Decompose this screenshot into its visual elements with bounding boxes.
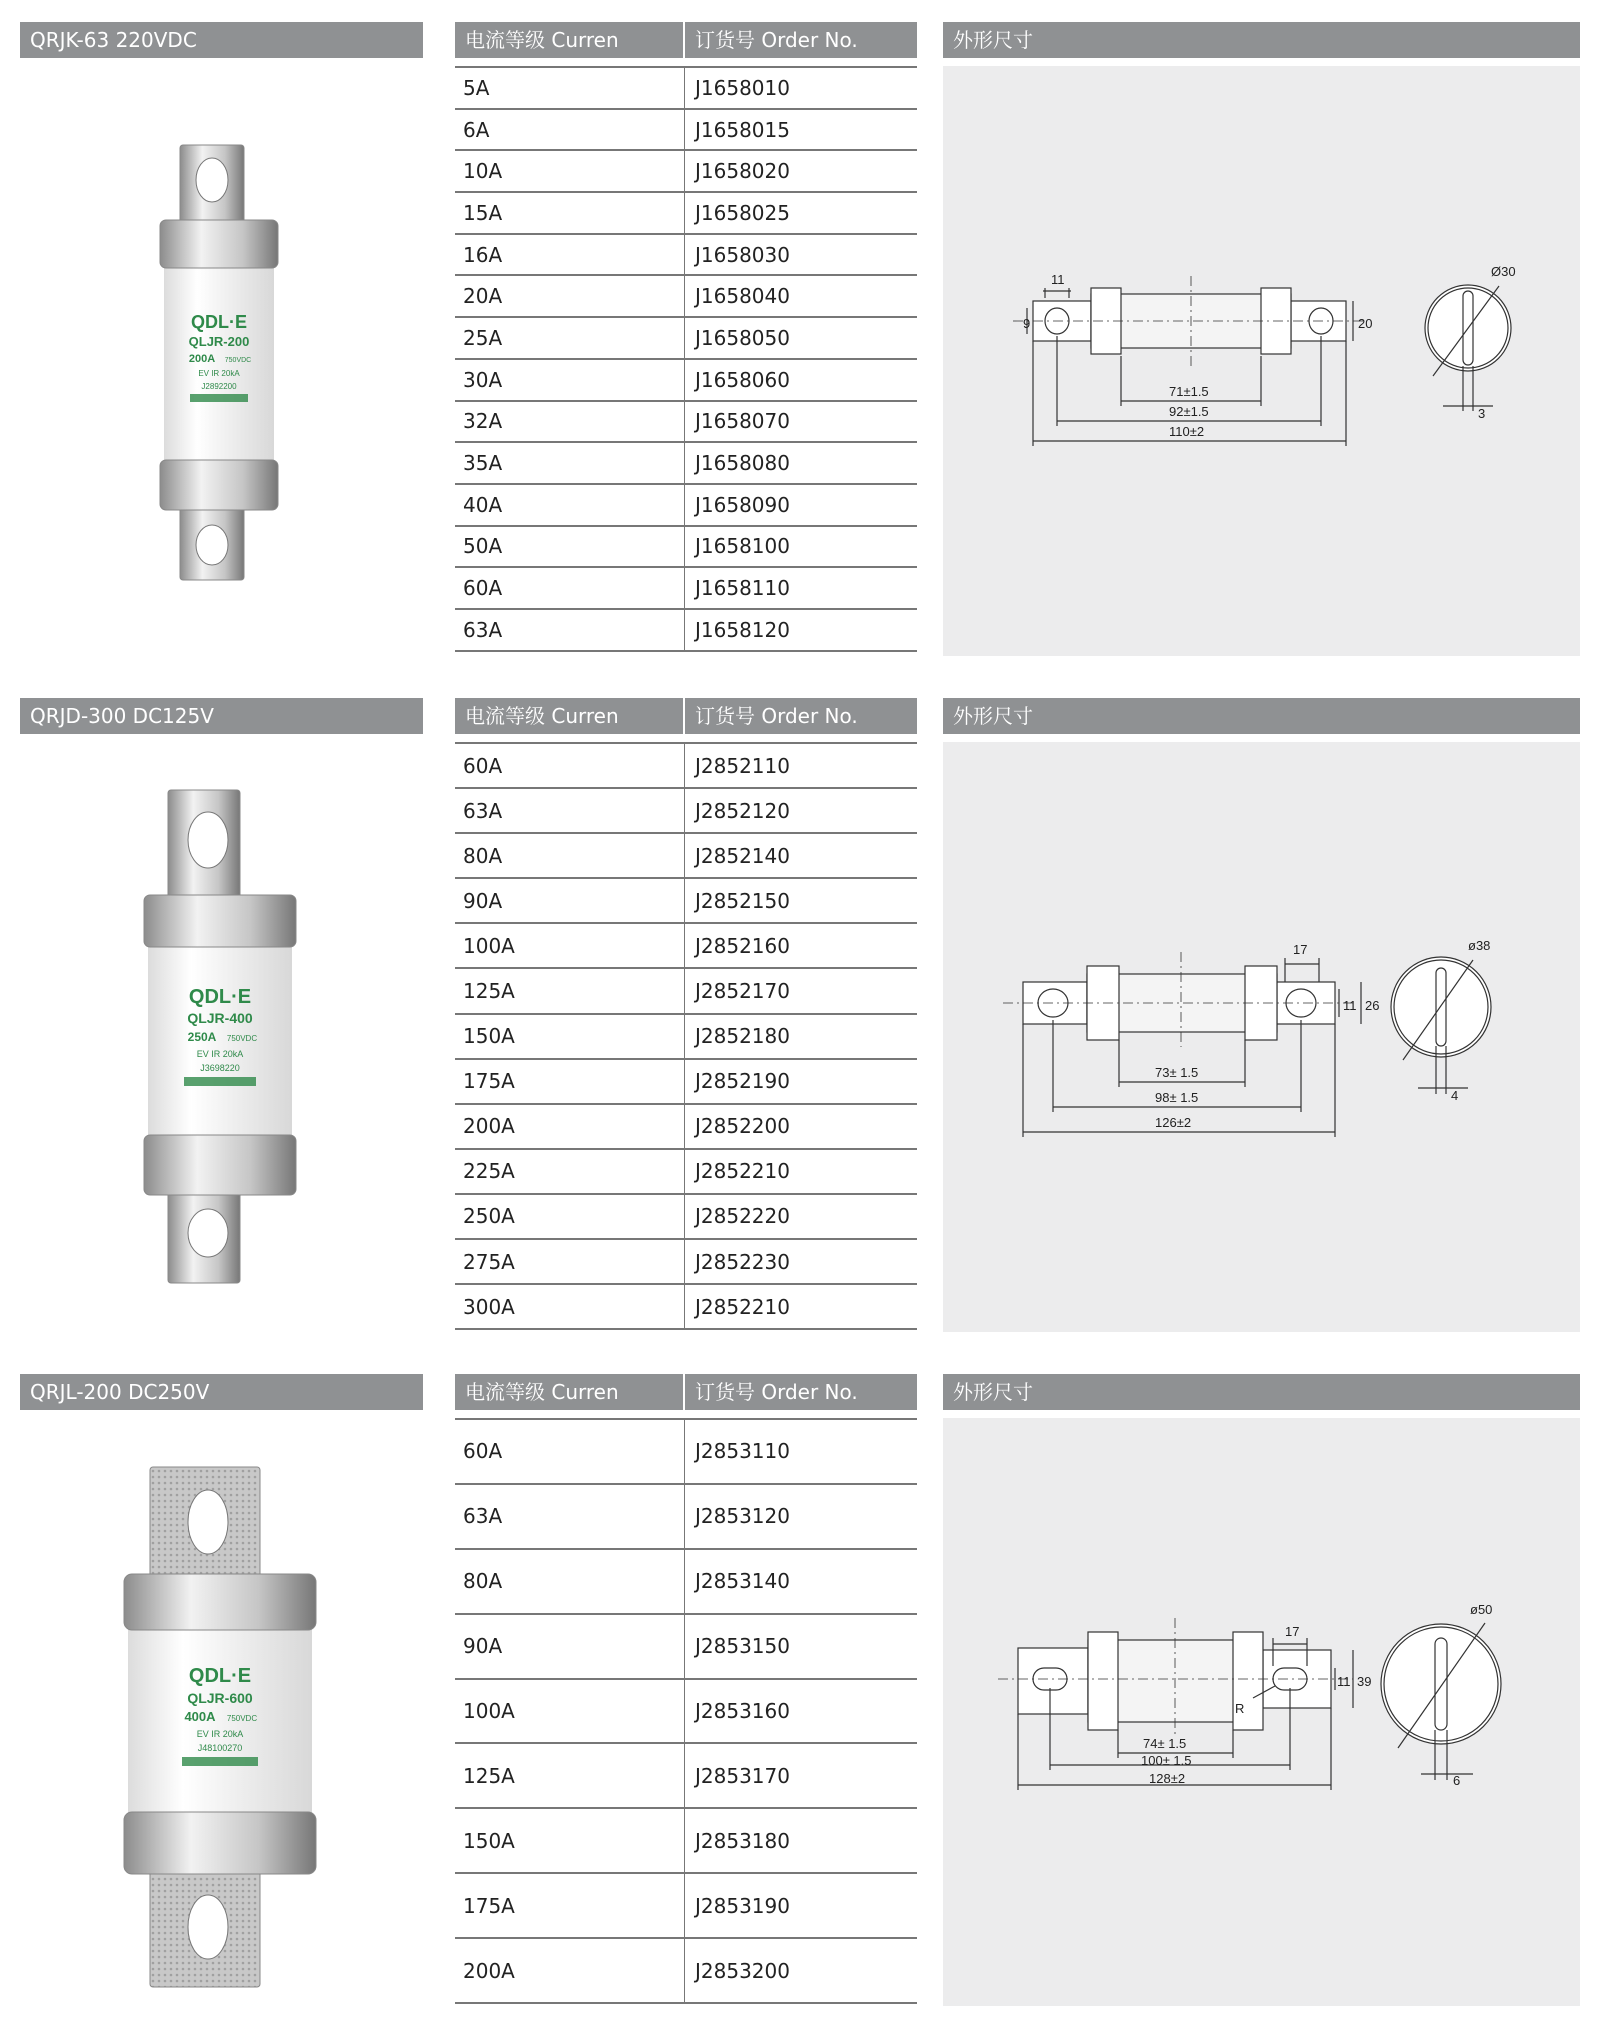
current-cell: 63A <box>455 1485 685 1548</box>
current-cell: 90A <box>455 1615 685 1678</box>
current-column-header: 电流等级 Curren <box>455 22 685 58</box>
table-row <box>455 834 917 879</box>
product-code: J3698220 <box>200 1063 240 1073</box>
dimensions-header: 外形尺寸 <box>943 1374 1580 1410</box>
current-cell: 80A <box>455 1550 685 1613</box>
table-row <box>455 1680 917 1745</box>
table-row <box>455 235 917 277</box>
order-number-cell: J1658090 <box>695 492 790 517</box>
dim-total-length: 126±2 <box>1155 1115 1192 1130</box>
order-number-cell: J2852190 <box>695 1069 790 1094</box>
dim-diameter: ø50 <box>1470 1602 1493 1617</box>
current-cell: 150A <box>455 1809 685 1872</box>
order-number-cell: J2853190 <box>695 1893 790 1918</box>
table-row <box>455 276 917 318</box>
current-cell: 50A <box>455 527 685 567</box>
order-number-cell: J2853120 <box>695 1504 790 1529</box>
order-number-cell: J2853180 <box>695 1828 790 1853</box>
product-rating: 400A <box>184 1709 216 1724</box>
product-ev: EV IR 20kA <box>198 369 240 378</box>
table-row <box>455 1615 917 1680</box>
current-cell: 30A <box>455 360 685 400</box>
product-rating: 250A <box>187 1030 217 1044</box>
order-number-cell: J2852230 <box>695 1249 790 1274</box>
table-row <box>455 1420 917 1485</box>
table-row <box>455 969 917 1014</box>
table-row <box>455 1060 917 1105</box>
table-row <box>455 789 917 834</box>
order-number-cell: J2852110 <box>695 753 790 778</box>
section-title: QRJD-300 DC125V <box>20 698 423 734</box>
table-row <box>455 1485 917 1550</box>
order-number-cell: J2852170 <box>695 979 790 1004</box>
current-cell: 63A <box>455 789 685 832</box>
current-cell: 175A <box>455 1874 685 1937</box>
product-ev: EV IR 20kA <box>196 1729 244 1739</box>
order-number-cell: J2852120 <box>695 798 790 823</box>
product-model: QLJR-200 <box>188 334 250 349</box>
product-voltage: 750VDC <box>226 1714 258 1723</box>
table-row <box>455 610 917 652</box>
table-row <box>455 485 917 527</box>
order-table <box>455 66 917 652</box>
current-cell: 100A <box>455 1680 685 1743</box>
order-number-cell: J1658020 <box>695 159 790 184</box>
section-title: QRJK-63 220VDC <box>20 22 423 58</box>
table-row <box>455 318 917 360</box>
order-number-cell: J1658015 <box>695 117 790 142</box>
product-ev: EV IR 20kA <box>196 1049 244 1059</box>
table-row <box>455 110 917 152</box>
product-voltage: 750VDC <box>226 1034 258 1043</box>
table-row <box>455 1550 917 1615</box>
product-rating: 200A <box>188 353 216 365</box>
order-number-cell: J1658100 <box>695 534 790 559</box>
order-number-cell: J1658040 <box>695 284 790 309</box>
table-row <box>455 1285 917 1330</box>
order-column-header: 订货号 Order No. <box>685 1374 917 1410</box>
order-number-cell: J2852220 <box>695 1204 790 1229</box>
dim-radius: R <box>1235 1701 1245 1716</box>
current-cell: 25A <box>455 318 685 358</box>
dim-body-length: 71±1.5 <box>1169 384 1209 399</box>
current-cell: 275A <box>455 1240 685 1283</box>
table-row <box>455 402 917 444</box>
dim-hole-spacing: 100± 1.5 <box>1141 1753 1192 1768</box>
dim-hole: 9 <box>1023 316 1031 331</box>
current-cell: 60A <box>455 1420 685 1483</box>
dim-tab-width: 17 <box>1293 942 1308 957</box>
table-row <box>455 1195 917 1240</box>
dim-total-length: 128±2 <box>1149 1771 1186 1786</box>
barcode <box>182 1757 258 1766</box>
dimensions-header: 外形尺寸 <box>943 22 1580 58</box>
dim-body-length: 74± 1.5 <box>1143 1736 1187 1751</box>
table-row <box>455 1874 917 1939</box>
table-row <box>455 1015 917 1060</box>
dim-hole: 11 <box>1337 1674 1351 1689</box>
current-cell: 6A <box>455 110 685 150</box>
current-cell: 125A <box>455 1744 685 1807</box>
product-code: J48100270 <box>197 1743 243 1753</box>
table-row <box>455 1939 917 2004</box>
table-row <box>455 1240 917 1285</box>
current-cell: 60A <box>455 568 685 608</box>
current-cell: 225A <box>455 1150 685 1193</box>
current-cell: 5A <box>455 68 685 108</box>
current-cell: 32A <box>455 402 685 442</box>
order-number-cell: J2853110 <box>695 1439 790 1464</box>
product-brand: QDL·E <box>188 986 252 1008</box>
current-cell: 80A <box>455 834 685 877</box>
table-row <box>455 527 917 569</box>
current-cell: 40A <box>455 485 685 525</box>
table-row <box>455 924 917 969</box>
current-cell: 150A <box>455 1015 685 1058</box>
current-cell: 125A <box>455 969 685 1012</box>
product-voltage: 750VDC <box>224 357 252 364</box>
dim-body-length: 73± 1.5 <box>1155 1065 1199 1080</box>
dimension-drawing <box>943 742 1580 1332</box>
dim-diameter: ø38 <box>1468 938 1491 953</box>
table-row <box>455 1105 917 1150</box>
barcode <box>190 394 248 402</box>
order-number-cell: J2852150 <box>695 888 790 913</box>
dim-hole-spacing: 92±1.5 <box>1169 404 1209 419</box>
dim-height: 39 <box>1357 1674 1372 1689</box>
current-cell: 300A <box>455 1285 685 1328</box>
fuse-product-image <box>150 140 290 594</box>
current-cell: 60A <box>455 744 685 787</box>
product-model: QLJR-400 <box>187 1010 253 1026</box>
order-number-cell: J2853170 <box>695 1763 790 1788</box>
dim-height: 20 <box>1358 316 1373 331</box>
order-number-cell: J2852180 <box>695 1024 790 1049</box>
current-column-header: 电流等级 Curren <box>455 1374 685 1410</box>
fuse-product-image <box>120 1462 320 1996</box>
order-number-cell: J2852210 <box>695 1294 790 1319</box>
table-row <box>455 443 917 485</box>
product-brand: QDL·E <box>188 1665 252 1687</box>
order-number-cell: J1658010 <box>695 75 790 100</box>
current-column-header: 电流等级 Curren <box>455 698 685 734</box>
order-table <box>455 1418 917 2004</box>
order-number-cell: J2853160 <box>695 1699 790 1723</box>
order-number-cell: J2852200 <box>695 1114 790 1139</box>
dimension-drawing <box>943 66 1580 656</box>
dim-tab-width: 17 <box>1285 1624 1300 1639</box>
order-number-cell: J2853140 <box>695 1569 790 1594</box>
dimensions-header: 外形尺寸 <box>943 698 1580 734</box>
dim-diameter: Ø30 <box>1491 264 1516 279</box>
dim-slot: 6 <box>1453 1773 1461 1788</box>
table-row <box>455 68 917 110</box>
dim-tab-width: 11 <box>1051 272 1065 287</box>
table-row <box>455 879 917 924</box>
current-cell: 16A <box>455 235 685 275</box>
order-number-cell: J2852160 <box>695 933 790 958</box>
dim-total-length: 110±2 <box>1169 424 1205 439</box>
current-cell: 250A <box>455 1195 685 1238</box>
current-cell: 175A <box>455 1060 685 1103</box>
order-number-cell: J1658050 <box>695 325 790 350</box>
dimension-drawing <box>943 1418 1580 2006</box>
current-cell: 100A <box>455 924 685 967</box>
current-cell: 20A <box>455 276 685 316</box>
product-code: J2892200 <box>201 382 237 391</box>
table-row <box>455 568 917 610</box>
section-title: QRJL-200 DC250V <box>20 1374 423 1410</box>
current-cell: 200A <box>455 1105 685 1148</box>
dim-height: 26 <box>1365 998 1380 1013</box>
order-number-cell: J1658025 <box>695 200 790 225</box>
current-cell: 10A <box>455 151 685 191</box>
current-cell: 200A <box>455 1939 685 2002</box>
dim-hole: 11 <box>1343 998 1357 1013</box>
table-row <box>455 1809 917 1874</box>
order-number-cell: J1658120 <box>695 617 790 642</box>
dim-slot: 4 <box>1451 1088 1459 1103</box>
order-number-cell: J2853200 <box>695 1958 790 1983</box>
current-cell: 63A <box>455 610 685 650</box>
table-row <box>455 1744 917 1809</box>
current-cell: 90A <box>455 879 685 922</box>
current-cell: 15A <box>455 193 685 233</box>
dim-slot: 3 <box>1478 406 1486 421</box>
current-cell: 35A <box>455 443 685 483</box>
product-model: QLJR-600 <box>187 1690 253 1706</box>
fuse-product-image <box>140 785 300 1294</box>
order-number-cell: J1658070 <box>695 409 790 434</box>
order-number-cell: J1658060 <box>695 367 790 392</box>
barcode <box>184 1077 256 1086</box>
table-row <box>455 744 917 789</box>
table-row <box>455 193 917 235</box>
order-column-header: 订货号 Order No. <box>685 22 917 58</box>
order-number-cell: J2853150 <box>695 1634 790 1659</box>
table-row <box>455 151 917 193</box>
order-column-header: 订货号 Order No. <box>685 698 917 734</box>
order-number-cell: J1658030 <box>695 242 790 267</box>
order-number-cell: J2852210 <box>695 1159 790 1184</box>
table-row <box>455 360 917 402</box>
product-brand: QDL·E <box>191 312 247 332</box>
dim-hole-spacing: 98± 1.5 <box>1155 1090 1199 1105</box>
order-table <box>455 742 917 1330</box>
order-number-cell: J1658110 <box>695 576 790 601</box>
order-number-cell: J1658080 <box>695 451 790 476</box>
order-number-cell: J2852140 <box>695 843 790 868</box>
table-row <box>455 1150 917 1195</box>
